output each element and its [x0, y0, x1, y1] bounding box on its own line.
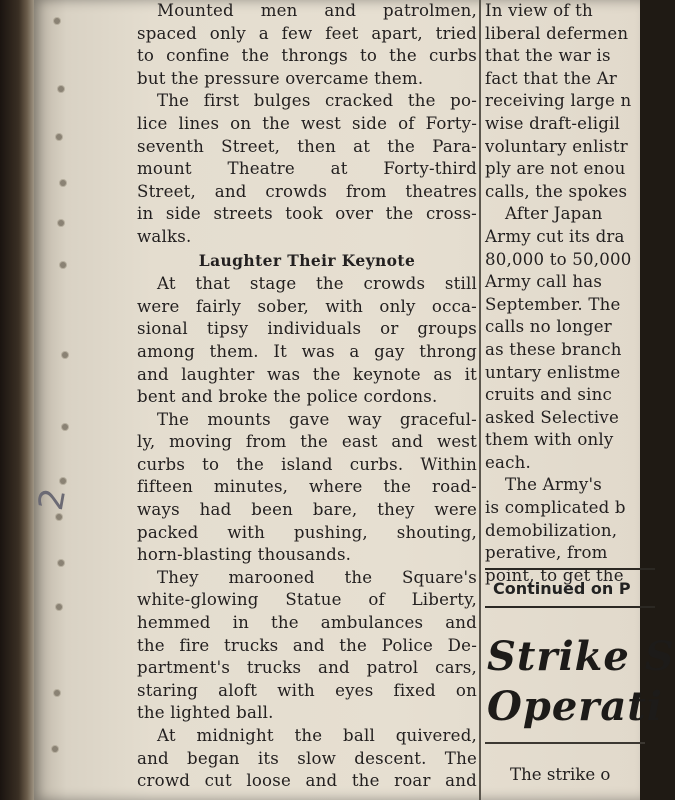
column-rule	[479, 0, 481, 800]
text-line: fifteen minutes, where the road-	[137, 477, 477, 497]
binding-hole	[56, 604, 62, 610]
pencil-mark: 2	[30, 485, 75, 514]
text-line: At that stage the crowds still	[157, 274, 477, 294]
text-line: calls, the spokes	[485, 181, 628, 201]
text-line: fact that the Ar	[485, 68, 618, 88]
text-line: They marooned the Square's	[157, 567, 477, 587]
text-line: Army call has	[485, 272, 603, 292]
text-line: but the pressure overcame them.	[137, 68, 424, 88]
text-line: bent and broke the police cordons.	[137, 387, 438, 407]
text-line: staring aloft with eyes fixed on	[137, 680, 477, 700]
text-line: packed with pushing, shouting,	[137, 522, 477, 542]
text-line: In view of th	[485, 1, 593, 20]
headline-rule	[485, 742, 645, 744]
text-line: After Japan	[505, 204, 603, 224]
text-line: liberal defermen	[485, 23, 629, 43]
binding-hole	[54, 690, 60, 696]
text-line: Mounted men and patrolmen,	[157, 1, 477, 20]
text-line: demobilization,	[485, 520, 618, 540]
text-line: perative, from	[485, 543, 608, 563]
text-line: and laughter was the keynote as it	[137, 364, 477, 384]
text-line: ways had been bare, they were	[137, 500, 477, 520]
text-line: walks.	[137, 226, 192, 246]
text-line: Street, and crowds from theatres	[137, 181, 477, 201]
binding-hole	[52, 746, 58, 752]
text-line: spaced only a few feet apart, tried	[137, 23, 477, 43]
story-start: The strike o	[510, 765, 611, 784]
text-line: At midnight the ball quivered,	[157, 726, 477, 745]
binding-hole	[58, 86, 64, 92]
text-line: point, to get the	[485, 565, 624, 585]
subhead: Laughter Their Keynote	[198, 250, 416, 270]
text-line: Army cut its dra	[485, 226, 625, 246]
text-line: as these branch	[485, 339, 622, 359]
text-line: and began its slow descent. The	[137, 748, 477, 768]
text-line: in side streets took over the cross-	[137, 204, 477, 224]
left-column	[137, 0, 477, 793]
text-line: the fire trucks and the Police De-	[137, 635, 477, 655]
binding-edge	[0, 0, 34, 800]
text-line: that the war is	[485, 46, 611, 66]
continued-notice: Continued on P	[485, 568, 655, 608]
text-line: crowd cut loose and the roar and	[137, 771, 477, 791]
text-line: The first bulges cracked the po-	[157, 91, 477, 111]
text-line: receiving large n	[485, 91, 632, 111]
text-line: among them. It was a gay throng	[137, 341, 477, 361]
binding-hole	[56, 134, 62, 140]
headline-line-1: Strike S	[487, 633, 675, 680]
text-line: the lighted ball.	[137, 703, 274, 723]
text-line: ly, moving from the east and west	[137, 432, 477, 452]
text-line: sional tipsy individuals or groups	[137, 319, 477, 339]
text-line: horn-blasting thousands.	[137, 545, 352, 565]
binding-hole	[62, 352, 68, 358]
text-line: each.	[485, 452, 531, 472]
binding-hole	[58, 220, 64, 226]
binding-hole	[60, 262, 66, 268]
text-line: lice lines on the west side of Forty-	[137, 113, 477, 133]
binding-hole	[58, 560, 64, 566]
text-line: were fairly sober, with only occa-	[137, 296, 477, 316]
text-line: 80,000 to 50,000	[485, 249, 632, 269]
binding-hole	[56, 514, 62, 520]
text-line: The mounts gave way graceful-	[157, 409, 477, 429]
text-line: wise draft-eligil	[485, 113, 621, 133]
right-column	[485, 0, 655, 587]
text-line: white-glowing Statue of Liberty,	[137, 590, 477, 610]
text-line: The Army's	[505, 475, 602, 495]
binding-holes	[40, 0, 80, 800]
binding-hole	[54, 18, 60, 24]
text-line: curbs to the island curbs. Within	[137, 454, 477, 474]
text-line: hemmed in the ambulances and	[137, 613, 477, 633]
text-line: is complicated b	[485, 498, 626, 518]
headline-line-2: Operati	[487, 683, 663, 730]
text-line: asked Selective	[485, 407, 619, 427]
text-line: to confine the throngs to the curbs	[137, 46, 477, 66]
text-line: ply are not enou	[485, 159, 626, 179]
text-line: voluntary enlistr	[485, 136, 628, 156]
binding-hole	[60, 180, 66, 186]
text-line: untary enlistme	[485, 362, 621, 382]
text-line: seventh Street, then at the Para-	[137, 136, 477, 156]
text-line: September. The	[485, 294, 621, 314]
binding-hole	[62, 424, 68, 430]
text-line: partment's trucks and patrol cars,	[137, 658, 477, 678]
text-line: them with only	[485, 430, 614, 450]
text-line: calls no longer	[485, 317, 612, 337]
text-line: mount Theatre at Forty-third	[137, 159, 477, 179]
text-line: cruits and sinc	[485, 385, 612, 405]
